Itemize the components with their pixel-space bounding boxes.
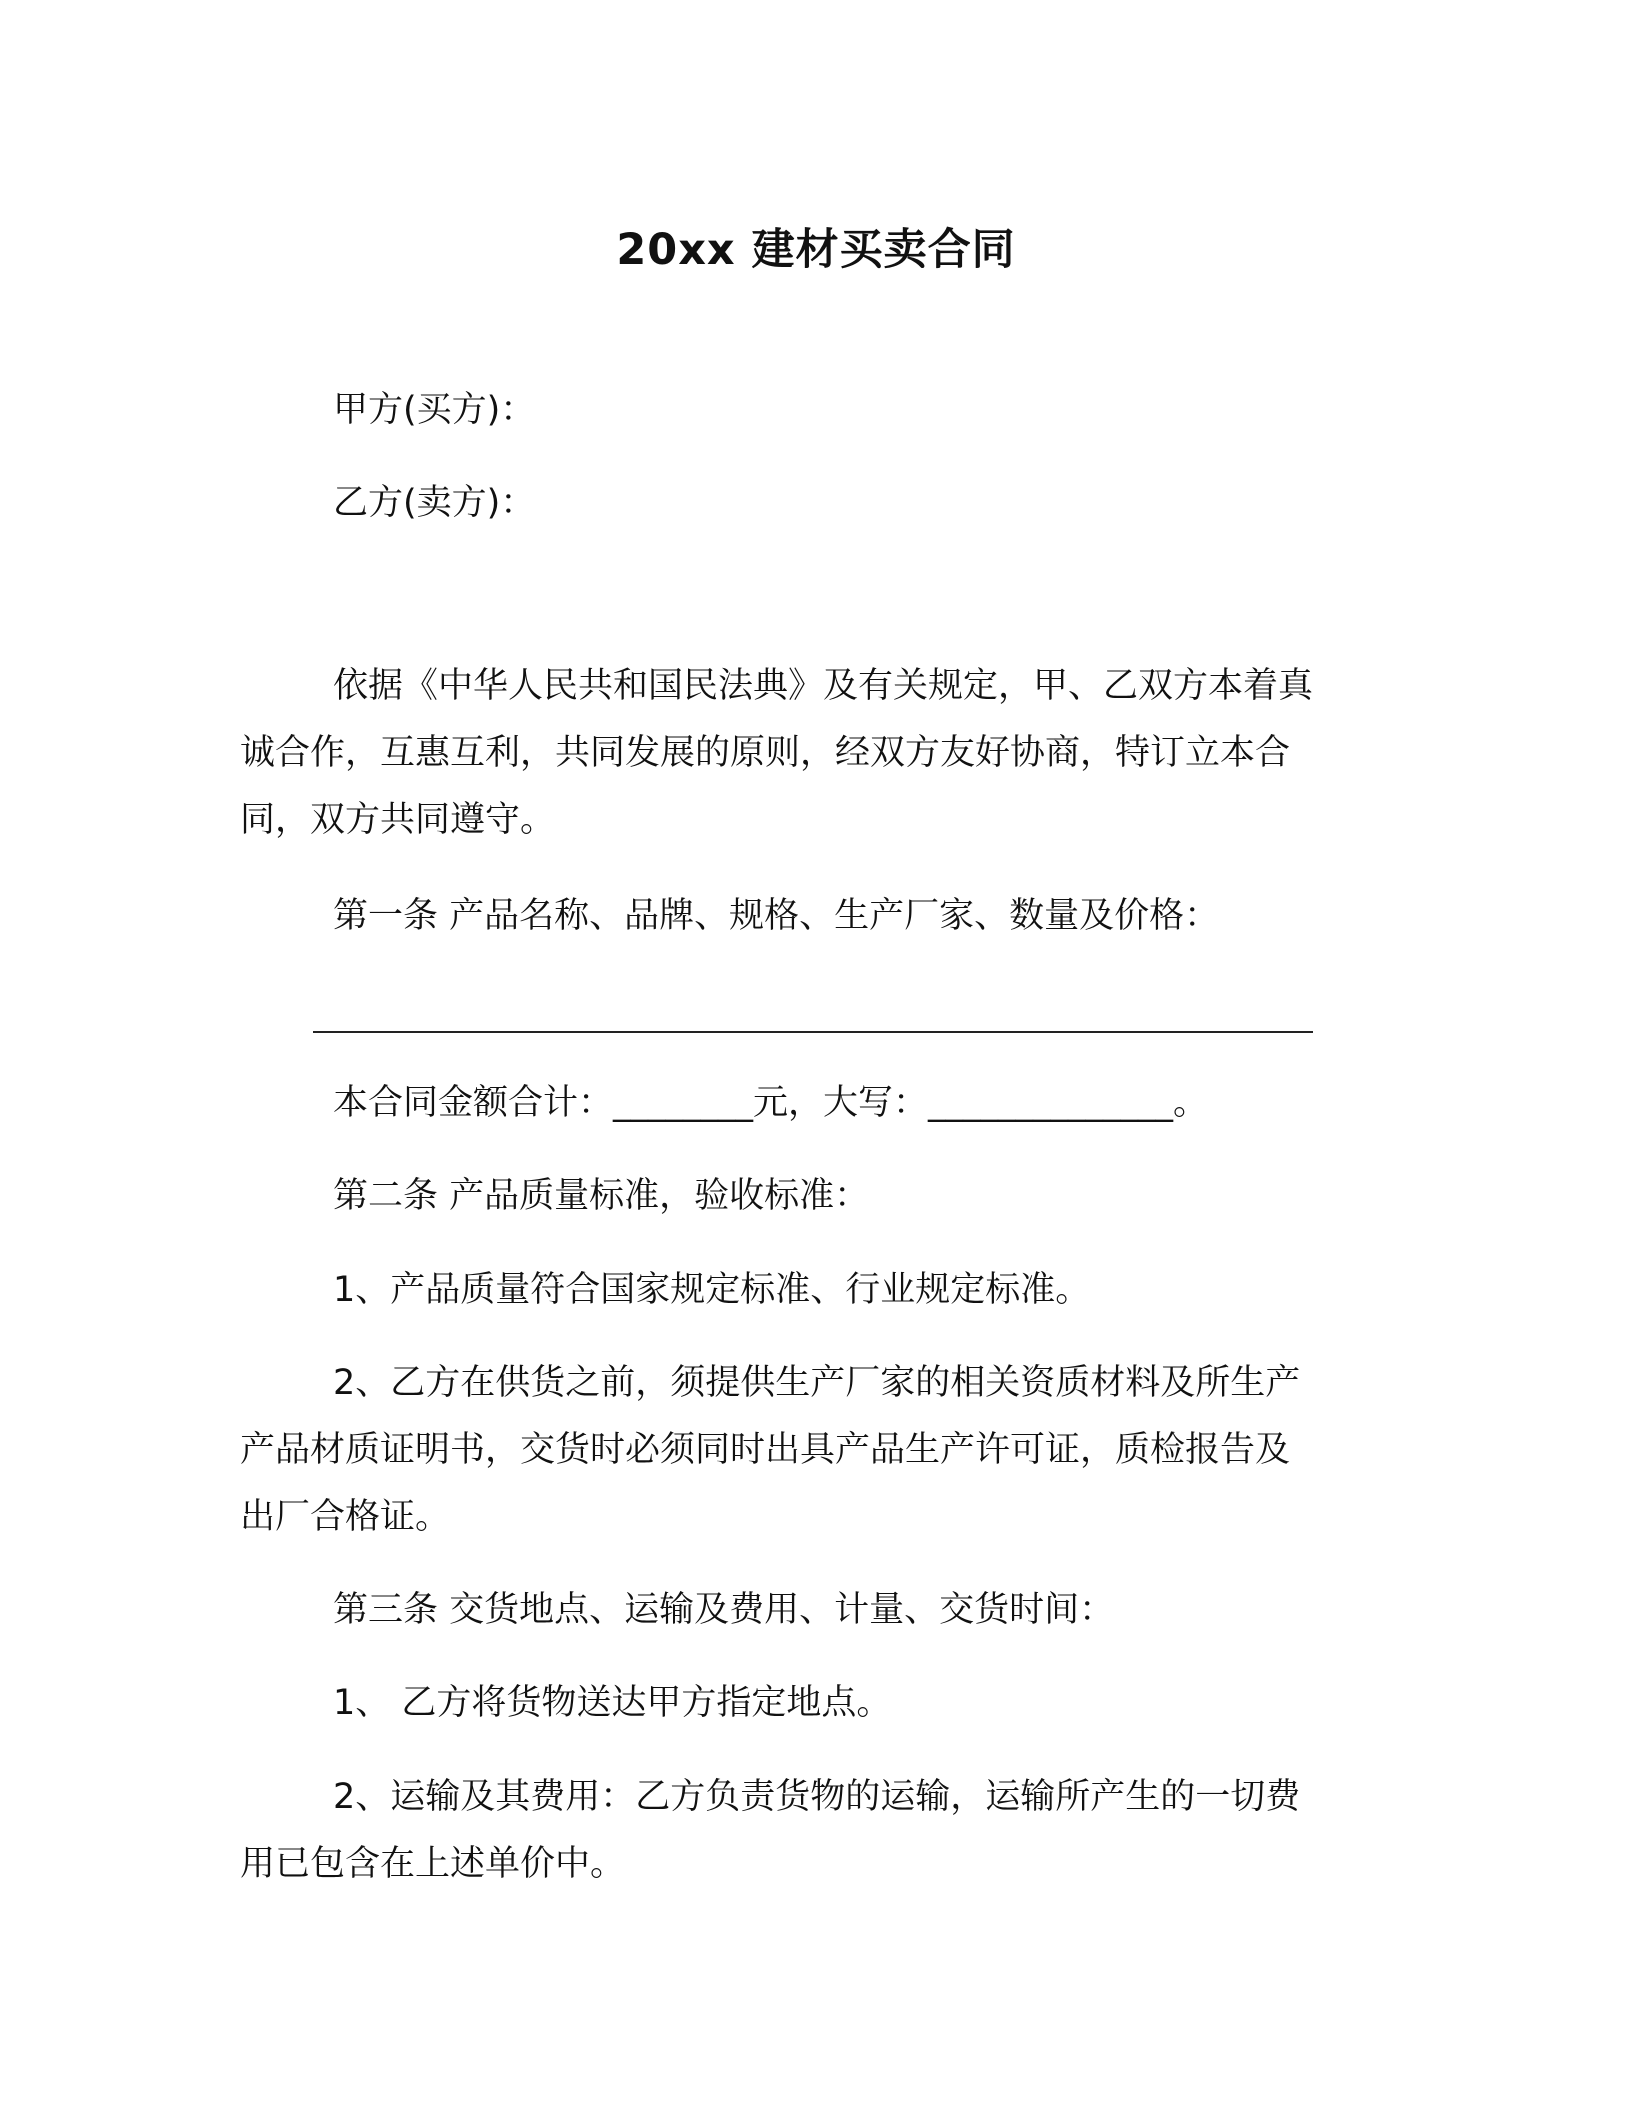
product-details-blank-line bbox=[313, 1031, 1313, 1033]
article-2-heading: 第二条 产品质量标准，验收标准： bbox=[333, 1176, 870, 1216]
article-3-item-1: 1、 乙方将货物送达甲方指定地点。 bbox=[333, 1683, 892, 1723]
preamble-line-3: 同，双方共同遵守。 bbox=[240, 800, 556, 840]
party-a-label: 甲方(买方)： bbox=[333, 390, 536, 430]
article-3-item-2-line-2: 用已包含在上述单价中。 bbox=[240, 1844, 626, 1884]
document-title: 20xx 建材买卖合同 bbox=[616, 225, 1016, 275]
article-2-item-1: 1、产品质量符合国家规定标准、行业规定标准。 bbox=[333, 1270, 1091, 1310]
article-2-item-2-line-3: 出厂合格证。 bbox=[240, 1497, 451, 1537]
article-1-heading: 第一条 产品名称、品牌、规格、生产厂家、数量及价格： bbox=[333, 896, 1220, 936]
article-3-item-2-line-1: 2、运输及其费用：乙方负责货物的运输，运输所产生的一切费 bbox=[333, 1777, 1301, 1817]
preamble-line-2: 诚合作，互惠互利，共同发展的原则，经双方友好协商，特订立本合 bbox=[240, 733, 1291, 773]
article-2-item-2-line-2: 产品材质证明书，交货时必须同时出具产品生产许可证，质检报告及 bbox=[240, 1430, 1291, 1470]
article-3-heading: 第三条 交货地点、运输及费用、计量、交货时间： bbox=[333, 1590, 1115, 1630]
contract-total-line: 本合同金额合计：________元，大写：______________。 bbox=[333, 1083, 1209, 1123]
preamble-line-1: 依据《中华人民共和国民法典》及有关规定，甲、乙双方本着真 bbox=[333, 666, 1314, 706]
party-b-label: 乙方(卖方)： bbox=[333, 483, 536, 523]
article-2-item-2-line-1: 2、乙方在供货之前，须提供生产厂家的相关资质材料及所生产 bbox=[333, 1363, 1301, 1403]
